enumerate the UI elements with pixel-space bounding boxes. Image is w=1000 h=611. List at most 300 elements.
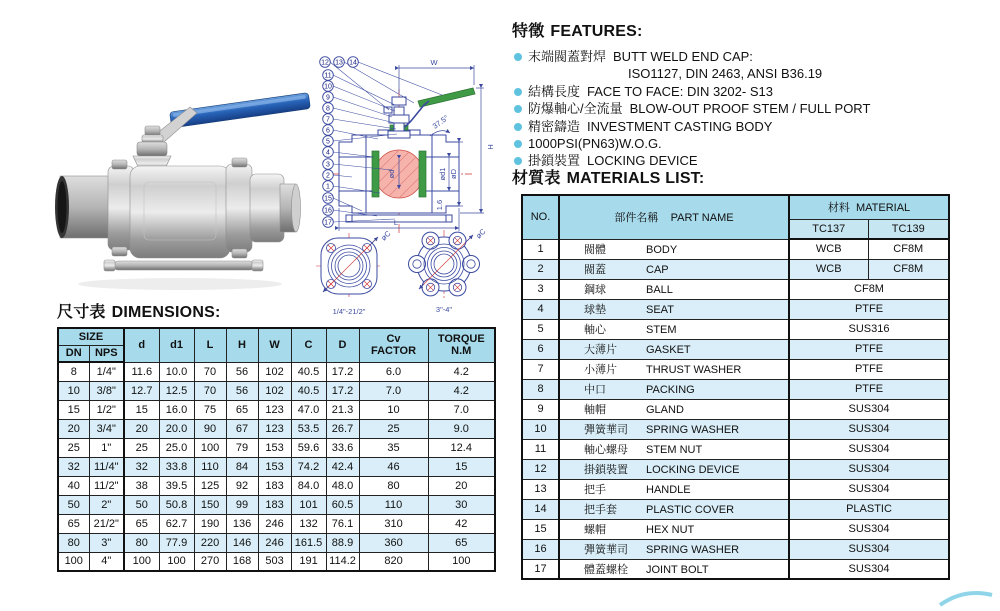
dimension-cell: 310 (359, 514, 428, 533)
material-no-cell: 13 (522, 479, 559, 499)
dimension-cell: 62.7 (159, 514, 194, 533)
valve-photo (52, 78, 317, 298)
callout-number-15: 15 (324, 195, 332, 203)
dimension-cell: 270 (194, 552, 226, 571)
material-value-cell: SUS304 (789, 479, 949, 499)
dimension-cell: 46 (359, 457, 428, 476)
material-part-zh: 軸心 (584, 324, 606, 336)
material-no-cell: 9 (522, 399, 559, 419)
dimension-cell: 191 (291, 552, 326, 571)
dimension-cell: 25 (359, 419, 428, 438)
dimension-cell: 123 (258, 419, 291, 438)
feature-text-zh: 末端閥蓋對焊 (528, 49, 607, 64)
dimension-cell: 84.0 (291, 476, 326, 495)
dimension-cell: 15 (428, 457, 495, 476)
valve-diagram (292, 35, 522, 340)
materials-row (522, 379, 949, 399)
handle-lever (405, 101, 429, 127)
dimensions-row (58, 419, 495, 438)
materials-header-tc139: TC139 (868, 219, 949, 239)
dimension-cell: 11.6 (124, 362, 159, 381)
callout-number-1: 1 (326, 183, 330, 191)
dimension-cell: 32 (58, 457, 89, 476)
dimension-cell: 102 (258, 362, 291, 381)
dimension-cell: 100 (124, 552, 159, 571)
stem-assembly (384, 97, 410, 138)
callout-leader (330, 59, 389, 110)
material-value-cell: SUS304 (789, 459, 949, 479)
material-tc139-cell: CF8M (868, 239, 949, 259)
material-part-zh: 閥蓋 (584, 264, 606, 276)
callout-number-10: 10 (324, 83, 332, 91)
materials-header-tc137: TC137 (789, 219, 868, 239)
dimension-cell: 65 (58, 514, 89, 533)
material-part-en: BODY (646, 244, 678, 256)
dimension-cell: 42 (428, 514, 495, 533)
material-part-cell (559, 299, 789, 319)
dimension-cell: 20 (428, 476, 495, 495)
feature-item (512, 48, 998, 65)
dimension-cell: 75 (194, 400, 226, 419)
callout-leader (358, 62, 442, 95)
material-value-cell: PTFE (789, 339, 949, 359)
material-part-en: STEM NUT (646, 444, 703, 456)
dimension-cell: 79 (226, 438, 258, 457)
materials-header-no: NO. (522, 195, 559, 239)
valve-photo-image (52, 78, 317, 293)
material-no-cell: 8 (522, 379, 559, 399)
material-no-cell: 12 (522, 459, 559, 479)
dimension-cell: 6.0 (359, 362, 428, 381)
bullet-icon (514, 53, 522, 61)
dimension-cell: 20.0 (159, 419, 194, 438)
materials-section (512, 165, 950, 580)
callout-number-13: 13 (335, 59, 343, 67)
dimension-cell: 80 (359, 476, 428, 495)
feature-text-en: FACE TO FACE: DIN 3202- S13 (587, 83, 773, 99)
dimension-cell: 1/2" (89, 400, 124, 419)
material-no-cell: 3 (522, 279, 559, 299)
features-section (512, 18, 998, 170)
dimension-cell: 47.0 (291, 400, 326, 419)
dimension-cell: 15 (124, 400, 159, 419)
dimension-cell: 183 (258, 495, 291, 514)
material-value-cell: SUS304 (789, 399, 949, 419)
materials-header-material-en: MATERIAL (855, 202, 911, 215)
dimension-cell: 50 (124, 495, 159, 514)
material-value-cell: SUS304 (789, 419, 949, 439)
feature-text-en: LOCKING DEVICE (587, 153, 698, 169)
material-no-cell: 4 (522, 299, 559, 319)
dimension-cell: 20 (124, 419, 159, 438)
dimension-cell: 101 (291, 495, 326, 514)
dimension-cell: 1/4" (89, 362, 124, 381)
dimension-cell: 99 (226, 495, 258, 514)
dimension-cell: 7.0 (428, 400, 495, 419)
dimension-cell: 67 (226, 419, 258, 438)
dimension-cell: 190 (194, 514, 226, 533)
dimension-cell: 3/8" (89, 381, 124, 400)
dimensions-row (58, 476, 495, 495)
material-part-en: CAP (646, 264, 669, 276)
dim-label-angle: 37.5° (430, 113, 451, 131)
bullet-icon (514, 123, 522, 131)
bullet-icon (514, 88, 522, 96)
material-tc137-cell: WCB (789, 259, 868, 279)
feature-text-en: INVESTMENT CASTING BODY (587, 118, 773, 134)
dimension-cell: 136 (226, 514, 258, 533)
dims-header-nps: NPS (89, 345, 124, 362)
material-part-cell (559, 439, 789, 459)
feature-item (512, 83, 998, 100)
callout-number-12: 12 (321, 59, 329, 67)
callout-number-6: 6 (326, 127, 330, 135)
materials-header-part-en: PART NAME (670, 212, 734, 225)
feature-item (512, 100, 998, 117)
callout-leader (333, 97, 392, 117)
dimensions-row (58, 362, 495, 381)
dimension-cell: 40 (58, 476, 89, 495)
material-no-cell: 15 (522, 519, 559, 539)
materials-header-material-zh: 材料 (827, 202, 850, 215)
dimension-cell: 15 (58, 400, 89, 419)
photo-body (60, 158, 301, 271)
material-part-en: HEX NUT (646, 524, 695, 536)
material-part-cell (559, 499, 789, 519)
dimensions-row (58, 381, 495, 400)
material-tc137-cell: WCB (789, 239, 868, 259)
dimension-cell: 150 (194, 495, 226, 514)
dimensions-row (58, 438, 495, 457)
materials-row (522, 539, 949, 559)
dimension-cell: 35 (359, 438, 428, 457)
feature-text-zh: 結構長度 (528, 83, 581, 99)
dimension-cell: 102 (258, 381, 291, 400)
dimension-cell: 65 (124, 514, 159, 533)
feature-text-zh: 防爆軸心/全流量 (528, 101, 623, 117)
dimension-cell: 4.2 (428, 381, 495, 400)
material-part-en: THRUST WASHER (646, 364, 742, 376)
material-part-zh: 大薄片 (584, 344, 617, 356)
dimension-cell: 77.9 (159, 533, 194, 552)
dimension-cell: 10 (359, 400, 428, 419)
dimension-cell: 4.2 (428, 362, 495, 381)
materials-row (522, 259, 949, 279)
material-part-en: JOINT BOLT (646, 563, 709, 576)
dimension-cell: 246 (258, 533, 291, 552)
materials-row (522, 519, 949, 539)
material-part-zh: 體蓋螺栓 (584, 563, 628, 576)
materials-row (522, 399, 949, 419)
dimension-cell: 123 (258, 400, 291, 419)
materials-row (522, 239, 949, 259)
dimensions-row (58, 552, 495, 571)
dimension-cell: 2" (89, 495, 124, 514)
material-no-cell: 10 (522, 419, 559, 439)
dimension-cell: 17.2 (326, 381, 359, 400)
dimension-cell: 38 (124, 476, 159, 495)
dimension-cell: 183 (258, 476, 291, 495)
materials-row (522, 479, 949, 499)
flange-6bolt (409, 227, 488, 298)
dimension-cell: 33.6 (326, 438, 359, 457)
material-value-cell: SUS304 (789, 539, 949, 559)
dimensions-row (58, 400, 495, 419)
material-part-zh: 軸心螺母 (584, 444, 628, 456)
material-no-cell: 14 (522, 499, 559, 519)
photo-port-bore (58, 181, 67, 233)
flange-oc-label-left: øC (379, 228, 393, 243)
material-part-zh: 球墊 (584, 304, 606, 316)
material-part-cell (559, 379, 789, 399)
dimension-cell: 4" (89, 552, 124, 571)
dimension-cell: 70 (194, 381, 226, 400)
handle-bar (418, 88, 475, 107)
dimension-cell: 33.8 (159, 457, 194, 476)
material-no-cell: 6 (522, 339, 559, 359)
dimension-cell: 25.0 (159, 438, 194, 457)
material-part-zh: 彈簧華司 (584, 424, 628, 436)
bullet-icon (514, 140, 522, 148)
dimension-cell: 100 (58, 552, 89, 571)
dimension-cell: 114.2 (326, 552, 359, 571)
flange-small-range-label: 1/4"-21/2" (332, 307, 366, 316)
dims-header-l: L (194, 328, 226, 362)
material-value-cell: PTFE (789, 359, 949, 379)
dimension-cell: 153 (258, 457, 291, 476)
material-part-zh: 軸帽 (584, 404, 606, 416)
material-part-cell (559, 479, 789, 499)
material-part-en: PACKING (646, 384, 695, 396)
material-part-cell (559, 319, 789, 339)
material-part-zh: 閥體 (584, 244, 606, 256)
dimensions-row (58, 457, 495, 476)
dimension-cell: 7.0 (359, 381, 428, 400)
material-tc139-cell: CF8M (868, 259, 949, 279)
material-no-cell: 16 (522, 539, 559, 559)
dimension-cell: 16.0 (159, 400, 194, 419)
material-part-en: BALL (646, 284, 673, 296)
material-part-en: GASKET (646, 344, 691, 356)
dims-header-dn: DN (58, 345, 89, 362)
callout-number-5: 5 (326, 138, 330, 146)
material-part-cell (559, 359, 789, 379)
dimension-cell: 80 (58, 533, 89, 552)
material-value-cell: SUS304 (789, 439, 949, 459)
material-part-cell (559, 339, 789, 359)
feature-text-zh: 掛鎖裝置 (528, 153, 581, 169)
dimension-cell: 1" (89, 438, 124, 457)
dimension-cell: 25 (58, 438, 89, 457)
dimension-cell: 50 (58, 495, 89, 514)
material-no-cell: 1 (522, 239, 559, 259)
materials-row (522, 499, 949, 519)
material-part-en: PLASTIC COVER (646, 504, 735, 516)
callout-leader (333, 119, 396, 129)
material-part-zh: 掛鎖裝置 (584, 464, 628, 476)
dimension-cell: 503 (258, 552, 291, 571)
material-part-zh: 中口 (584, 384, 606, 396)
dimensions-row (58, 495, 495, 514)
materials-title (512, 165, 950, 188)
feature-text-zh: 精密鑄造 (528, 118, 581, 134)
material-part-cell (559, 419, 789, 439)
dimension-cell: 80 (124, 533, 159, 552)
feature-text-en: ISO1127, DIN 2463, ANSI B36.19 (628, 66, 823, 82)
dimension-cell: 53.5 (291, 419, 326, 438)
dimension-cell: 42.4 (326, 457, 359, 476)
materials-row (522, 459, 949, 479)
material-no-cell: 11 (522, 439, 559, 459)
material-no-cell: 5 (522, 319, 559, 339)
material-part-en: SEAT (646, 304, 674, 316)
material-part-cell (559, 279, 789, 299)
material-no-cell: 17 (522, 559, 559, 579)
feature-item (512, 118, 998, 135)
dims-header-cv: Cv FACTOR (359, 328, 428, 362)
callout-number-14: 14 (349, 59, 357, 67)
dimension-cell: 30 (428, 495, 495, 514)
materials-row (522, 419, 949, 439)
material-value-cell: SUS304 (789, 519, 949, 539)
dimension-cell: 39.5 (159, 476, 194, 495)
callout-number-2: 2 (326, 172, 330, 180)
dimension-cell: 110 (359, 495, 428, 514)
dimension-cell: 76.1 (326, 514, 359, 533)
dimension-cell: 65 (428, 533, 495, 552)
dims-header-d: d (124, 328, 159, 362)
dims-header-d1: d1 (159, 328, 194, 362)
dimension-cell: 56 (226, 362, 258, 381)
dimension-cell: 32 (124, 457, 159, 476)
dims-header-h: H (226, 328, 258, 362)
features-title (512, 18, 998, 41)
photo-shadow (78, 278, 282, 290)
material-value-cell: PTFE (789, 299, 949, 319)
materials-row (522, 339, 949, 359)
material-part-en: SPRING WASHER (646, 424, 740, 436)
dim-label-h: H (486, 144, 495, 150)
dimensions-table (57, 327, 496, 572)
dimension-cell: 246 (258, 514, 291, 533)
material-value-cell: SUS316 (789, 319, 949, 339)
feature-text-en: BUTT WELD END CAP: (613, 49, 753, 64)
dimension-cell: 21/2" (89, 514, 124, 533)
material-value-cell: PLASTIC (789, 499, 949, 519)
dim-label-w: W (430, 58, 438, 67)
dimension-cell: 100 (428, 552, 495, 571)
features-title-en: FEATURES: (550, 23, 643, 40)
dimension-cell: 100 (159, 552, 194, 571)
dimension-cell: 168 (226, 552, 258, 571)
material-part-zh: 螺帽 (584, 524, 606, 536)
callout-number-8: 8 (326, 105, 330, 113)
dimension-cell: 820 (359, 552, 428, 571)
features-list (512, 48, 998, 170)
dimension-cell: 40.5 (291, 381, 326, 400)
dimension-cell: 3" (89, 533, 124, 552)
dimension-cell: 12.4 (428, 438, 495, 457)
materials-table (521, 194, 950, 580)
material-part-en: STEM (646, 324, 677, 336)
material-part-cell (559, 239, 789, 259)
material-part-zh: 把手 (584, 484, 606, 496)
dimension-cell: 146 (226, 533, 258, 552)
feature-text-en: 1000PSI(PN63)W.O.G. (528, 136, 662, 152)
callout-number-17: 17 (324, 219, 332, 227)
dimension-cell: 100 (194, 438, 226, 457)
material-part-zh: 小薄片 (584, 364, 617, 376)
dimension-cell: 12.5 (159, 381, 194, 400)
materials-row (522, 299, 949, 319)
materials-row (522, 359, 949, 379)
material-part-cell (559, 559, 789, 579)
materials-header-material (789, 195, 949, 219)
materials-header-part (559, 195, 789, 239)
material-value-cell: SUS304 (789, 559, 949, 579)
material-part-en: HANDLE (646, 484, 691, 496)
dimensions-title-en: DIMENSIONS: (111, 304, 221, 321)
materials-row (522, 279, 949, 299)
dim-label-wall: 1.6 (435, 199, 444, 211)
material-no-cell: 7 (522, 359, 559, 379)
materials-row (522, 319, 949, 339)
material-value-cell: PTFE (789, 379, 949, 399)
material-part-cell (559, 539, 789, 559)
callout-number-9: 9 (326, 94, 330, 102)
dimension-cell: 17.2 (326, 362, 359, 381)
dimension-cell: 8 (58, 362, 89, 381)
callout-number-3: 3 (326, 161, 330, 169)
material-no-cell: 2 (522, 259, 559, 279)
dimension-cell: 21.3 (326, 400, 359, 419)
materials-row (522, 439, 949, 459)
dimension-cell: 20 (58, 419, 89, 438)
material-part-cell (559, 519, 789, 539)
dimension-cell: 132 (291, 514, 326, 533)
dimension-cell: 3/4" (89, 419, 124, 438)
dims-header-w: W (258, 328, 291, 362)
dim-label-l: L (393, 218, 399, 227)
dimensions-row (58, 533, 495, 552)
dimension-cell: 50.8 (159, 495, 194, 514)
dimension-cell: 92 (226, 476, 258, 495)
dimension-cell: 26.7 (326, 419, 359, 438)
dimensions-title-zh: 尺寸表 (57, 304, 106, 321)
dimension-cell: 40.5 (291, 362, 326, 381)
dimension-cell: 110 (194, 457, 226, 476)
feature-item (512, 135, 998, 152)
dimension-cell: 220 (194, 533, 226, 552)
dimensions-title (57, 299, 496, 322)
dimension-cell: 11/2" (89, 476, 124, 495)
material-part-cell (559, 259, 789, 279)
dimension-cell: 48.0 (326, 476, 359, 495)
dimension-cell: 125 (194, 476, 226, 495)
dimension-cell: 84 (226, 457, 258, 476)
dims-header-c: C (291, 328, 326, 362)
dimension-cell: 90 (194, 419, 226, 438)
material-part-en: SPRING WASHER (646, 544, 740, 556)
flange-large-range-label: 3"-4" (435, 305, 453, 314)
flange-oc-label-right: øC (474, 226, 488, 241)
dimension-cell: 11/4" (89, 457, 124, 476)
dimension-cell: 10.0 (159, 362, 194, 381)
material-part-zh: 彈簧華司 (584, 544, 628, 556)
dims-header-torque: TORQUE N.M (428, 328, 495, 362)
dimension-cell: 59.6 (291, 438, 326, 457)
dims-header-size: SIZE (58, 328, 124, 345)
